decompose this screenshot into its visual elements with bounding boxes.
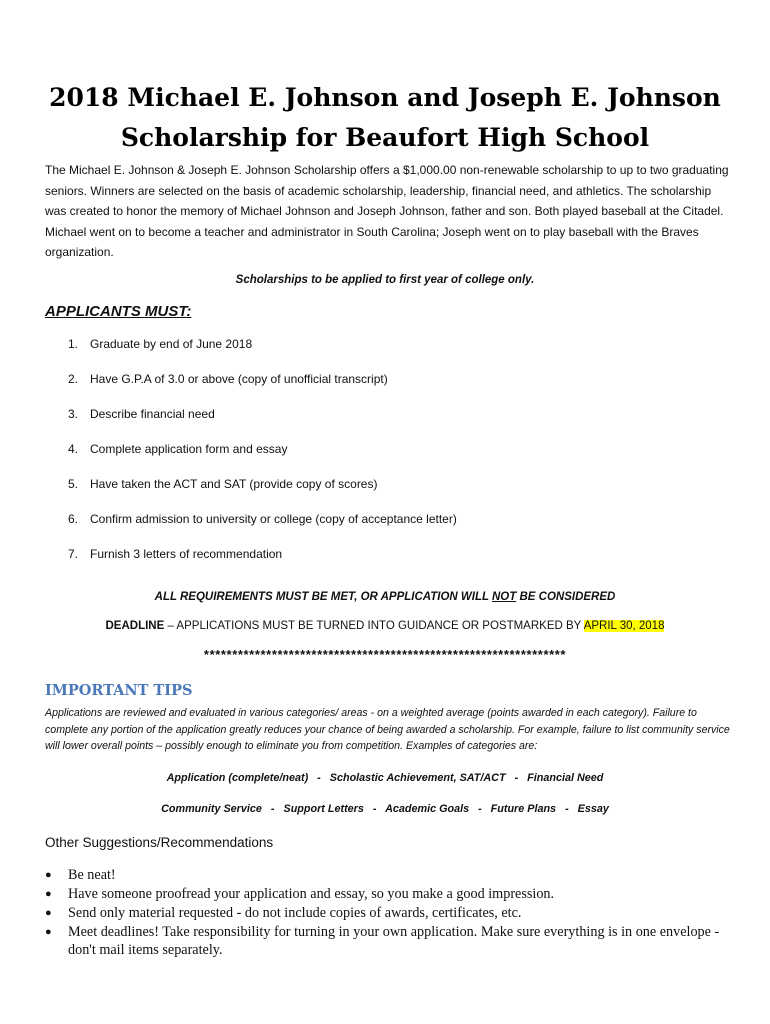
bullet-icon: ● [45,907,52,919]
item-number: 5. [68,477,79,491]
notice-text-before: ALL REQUIREMENTS MUST BE MET, OR APPLICATION WILL [154,591,492,603]
requirement-text: Confirm admission to university or college (copy of acceptance letter) [90,512,457,526]
suggestion-item [45,885,735,903]
categories-line-2: Community Service - Support Letters - Academic Goals - Future Plans - Essay [161,803,609,815]
title-line-1: 2018 Michael E. Johnson and Joseph E. Johnson [49,83,721,112]
notice-emphasis: NOT [492,591,517,603]
requirement-item [68,545,457,580]
deadline-label: DEADLINE [105,620,165,632]
requirement-text: Have G.P.A of 3.0 or above (copy of unofficial transcript) [90,372,388,386]
requirement-text: Furnish 3 letters of recommendation [90,547,283,561]
suggestion-text: Have someone proofread your application and essay, so you make a good impression. [68,886,555,902]
bullet-icon: ● [45,869,52,881]
requirement-text: Graduate by end of June 2018 [90,337,253,351]
suggestion-text: Be neat! [68,867,116,883]
requirements-list [68,335,457,580]
notice-text-after: BE CONSIDERED [516,591,616,603]
deadline-line [0,620,770,632]
star-separator: **************************************************************** [203,647,567,662]
item-number: 2. [68,372,79,386]
requirement-text: Describe financial need [90,407,215,421]
suggestion-item [45,866,735,884]
categories-line-1: Application (complete/neat) - Scholastic Achievement, SAT/ACT - Financial Need [166,772,604,784]
requirement-item [68,510,457,545]
requirement-text: Have taken the ACT and SAT (provide copy of scores) [90,477,378,491]
tips-paragraph: Applications are reviewed and evaluated in various categories/ areas - on a weighted average (points awarded in each category). Failure to complete any portion of the application greatly reduces your chance of being awarded a scholarship. For example, failure to list community service will lower overall points – possibly enough to eliminate you from competition. Examples of categories are: [45,707,730,752]
tips-heading: IMPORTANT TIPS [45,682,193,699]
suggestions-list [45,866,735,960]
item-number: 3. [68,407,79,421]
requirement-item [68,335,457,370]
requirement-text: Complete application form and essay [90,442,288,456]
suggestions-heading: Other Suggestions/Recommendations [45,835,274,850]
item-number: 7. [68,547,79,561]
requirement-item [68,475,457,510]
suggestion-item [45,923,735,959]
requirement-item [68,370,457,405]
item-number: 4. [68,442,79,456]
requirement-item [68,440,457,475]
suggestion-text: Send only material requested - do not include copies of awards, certificates, etc. [68,905,522,921]
suggestion-text: Meet deadlines! Take responsibility for turning in your own application. Make sure everything is in one envelope - don't mail items separately. [68,924,720,958]
suggestion-item [45,904,735,922]
intro-paragraph: The Michael E. Johnson & Joseph E. Johnson Scholarship offers a $1,000.00 non-renewable scholarship to up to two graduating seniors. Winners are selected on the basis of academic scholarship, leadership, financial need, and athletics. The scholarship was created to honor the memory of Michael Johnson and Joseph Johnson, father and son. Both played baseball at the Citadel. Michael went on to become a teacher and administrator in South Carolina; Joseph went on to play baseball with the Braves organization. [45,163,729,259]
requirements-notice [0,591,770,603]
document-title [0,78,770,158]
requirement-item [68,405,457,440]
deadline-text: – APPLICATIONS MUST BE TURNED INTO GUIDANCE OR POSTMARKED BY [164,620,584,632]
title-line-2: Scholarship for Beaufort High School [120,123,650,152]
bullet-icon: ● [45,926,52,938]
first-year-note: Scholarships to be applied to first year of college only. [235,274,535,286]
applicants-heading: APPLICANTS MUST: [45,303,192,320]
item-number: 1. [68,337,79,351]
bullet-icon: ● [45,888,52,900]
deadline-date: APRIL 30, 2018 [583,620,665,632]
item-number: 6. [68,512,79,526]
